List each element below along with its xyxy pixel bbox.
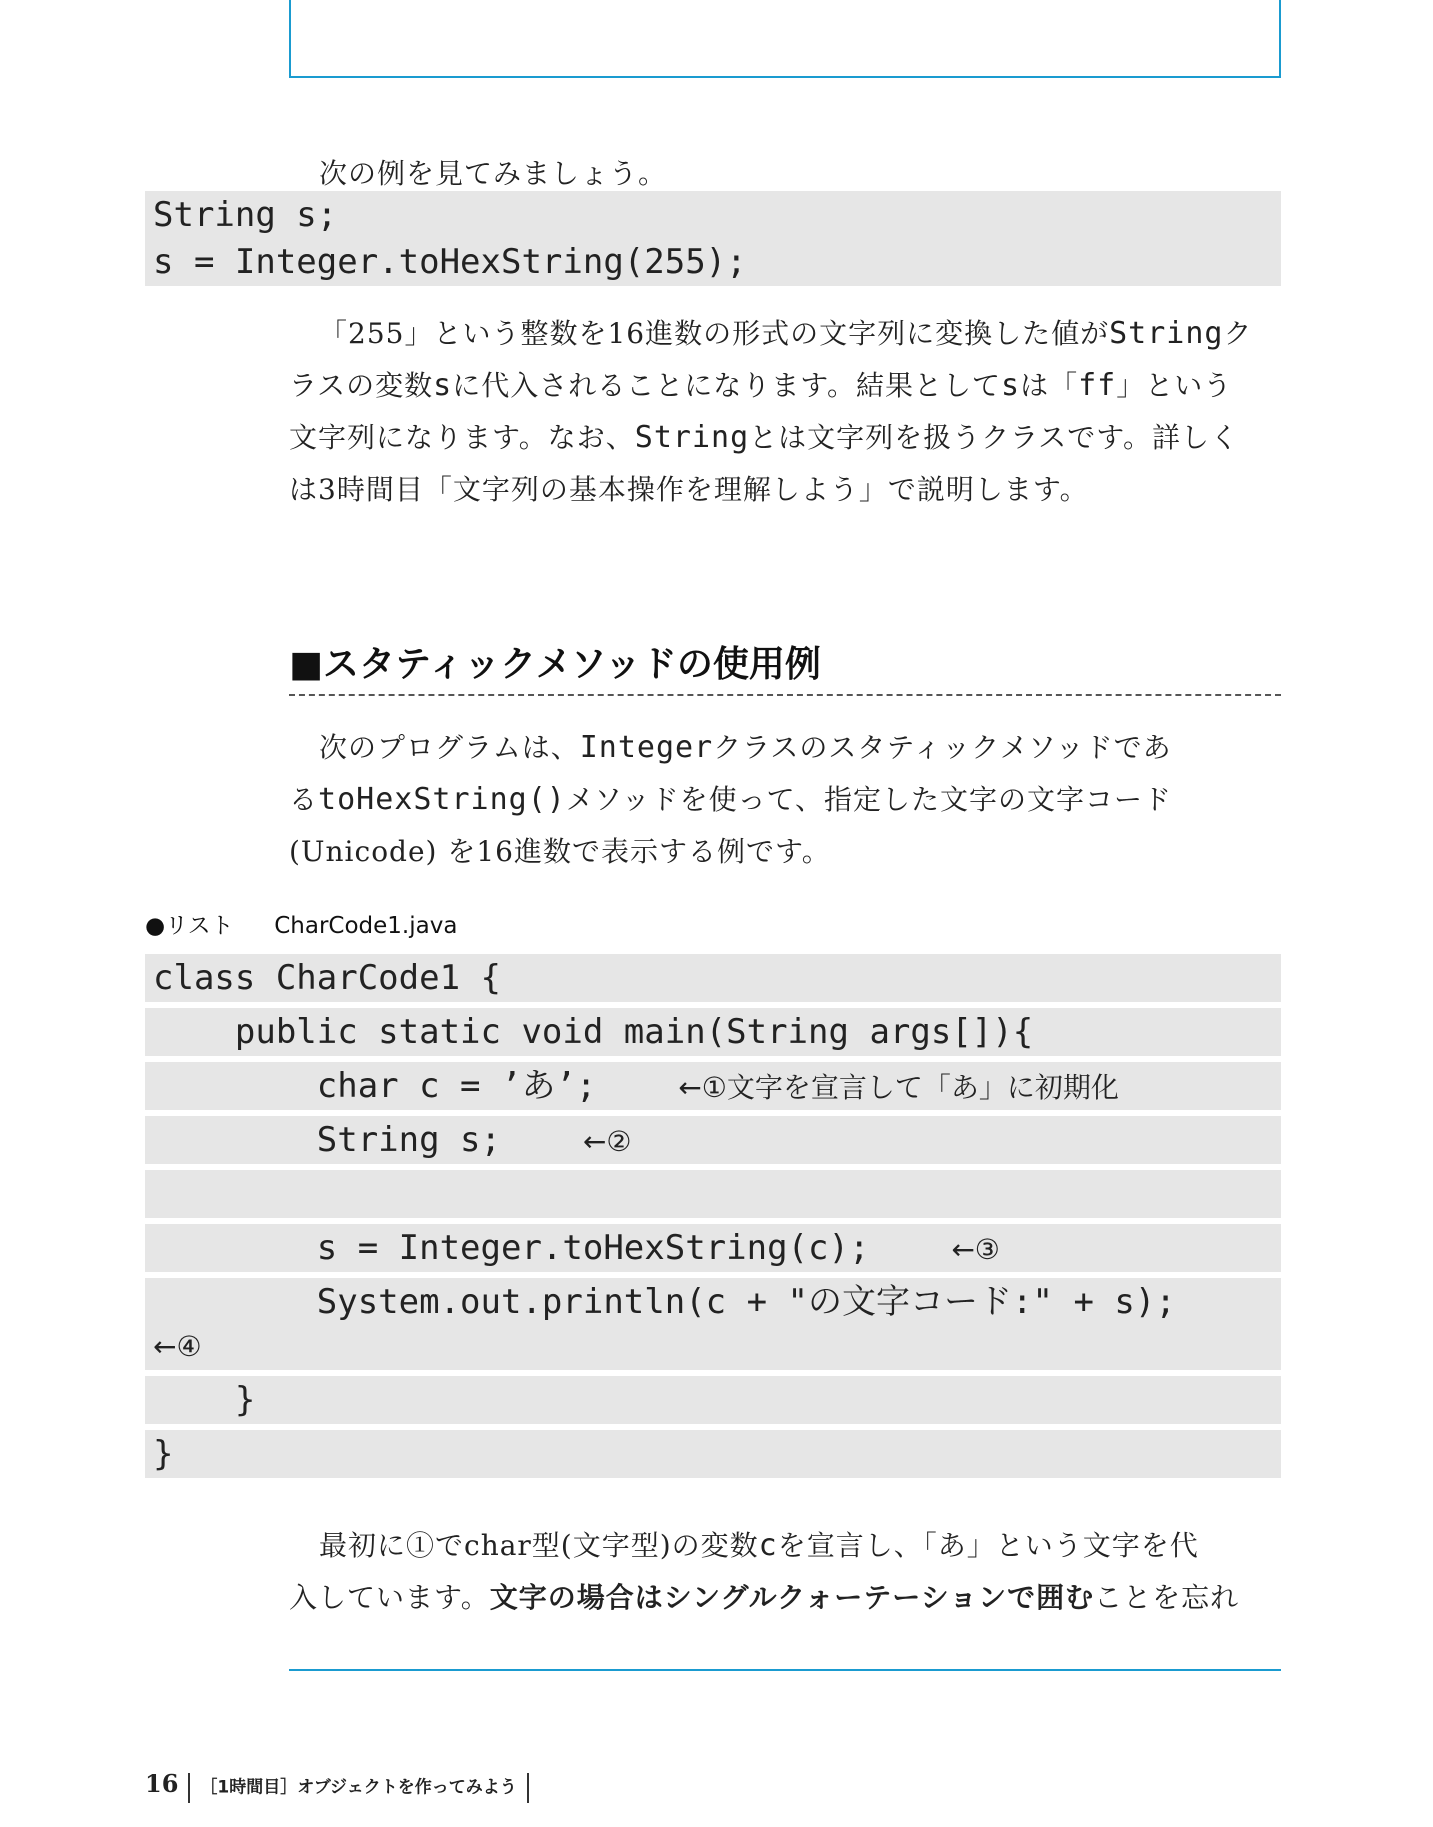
top-frame-box — [289, 0, 1281, 78]
code-line-6: s = Integer.toHexString(c); ←③ — [145, 1224, 1281, 1272]
snippet-line-1: String s; — [145, 191, 1281, 239]
emphasis-text: 文字の場合はシングルクォーテーションで囲む — [489, 1581, 1095, 1614]
list-label — [145, 908, 457, 944]
paragraph-1-line-4: は3時間目「文字列の基本操作を理解しよう」で説明します。 — [289, 473, 1089, 506]
page-footer — [145, 1766, 539, 1802]
paragraph-2-line-2: るtoHexString()メソッドを使って、指定した文字の文字コード — [289, 782, 1173, 817]
running-title: ［1時間目］オブジェクトを作ってみよう — [200, 1777, 517, 1798]
code-line-4: String s; ←② — [145, 1116, 1281, 1164]
paragraph-1-line-2: ラスの変数sに代入されることになります。結果としてsは「ff」という — [289, 368, 1233, 403]
paragraph-1-line-3: 文字列になります。なお、Stringとは文字列を扱うクラスです。詳しく — [289, 420, 1240, 455]
page-number: 16 — [145, 1769, 179, 1798]
intro-text: 次の例を見てみましょう。 — [319, 157, 668, 190]
paragraph-3-line-1: 最初に①でchar型(文字型)の変数cを宣言し、「あ」という文字を代 — [319, 1528, 1199, 1563]
annotation-4: ←④ — [153, 1330, 202, 1363]
code-line-9: } — [145, 1430, 1281, 1478]
list-label-filename: CharCode1.java — [274, 913, 458, 939]
section-heading: ■スタティックメソッドの使用例 — [289, 644, 821, 685]
code-line-2: public static void main(String args[]){ — [145, 1008, 1281, 1056]
code-line-8: } — [145, 1376, 1281, 1424]
snippet-line-2: s = Integer.toHexString(255); — [145, 238, 1281, 286]
section-heading-rule — [289, 694, 1281, 696]
code-line-5 — [145, 1170, 1281, 1218]
annotation-3: ←③ — [951, 1233, 1000, 1266]
list-label-bullet: ●リスト — [145, 913, 234, 939]
code-line-1: class CharCode1 { — [145, 954, 1281, 1002]
code-line-3: char c = ’あ’; ←①文字を宣言して「あ」に初期化 — [145, 1062, 1281, 1110]
footer-separator-end — [527, 1773, 529, 1803]
footer-separator — [188, 1773, 190, 1803]
paragraph-2-line-3: (Unicode) を16進数で表示する例です。 — [289, 835, 831, 868]
paragraph-1-line-1: 「255」という整数を16進数の形式の文字列に変換した値がStringク — [319, 316, 1253, 351]
paragraph-3-line-2: 入しています。文字の場合はシングルクォーテーションで囲むことを忘れ — [289, 1581, 1240, 1614]
annotation-1: ←①文字を宣言して「あ」に初期化 — [678, 1071, 1119, 1104]
paragraph-2-line-1: 次のプログラムは、Integerクラスのスタティックメソッドであ — [319, 730, 1172, 765]
annotation-2: ←② — [582, 1125, 632, 1158]
code-line-7: System.out.println(c + "の文字コード:" + s); ←④ — [145, 1278, 1281, 1370]
bottom-rule — [289, 1669, 1281, 1671]
